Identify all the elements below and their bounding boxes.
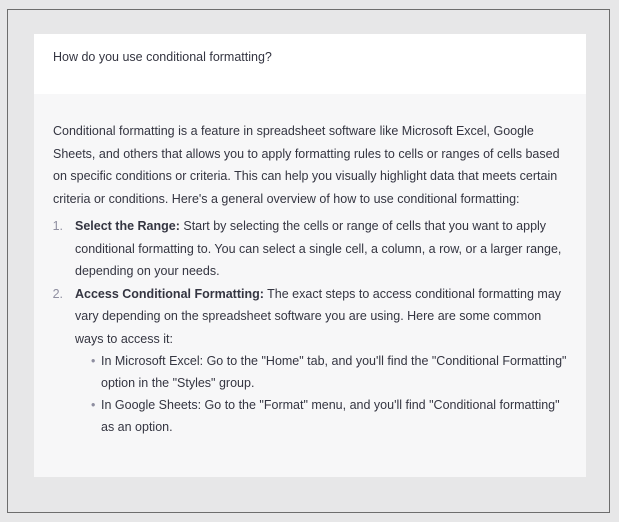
bullet-text: In Microsoft Excel: Go to the "Home" tab, and you'll find the "Conditional Formatting" option in the "Styles" group. bbox=[101, 354, 567, 390]
step-number: 1. bbox=[52, 219, 63, 233]
list-item bbox=[91, 350, 570, 394]
steps-list bbox=[53, 215, 570, 438]
bullet-text: In Google Sheets: Go to the "Format" menu, and you'll find "Conditional formatting" as an option. bbox=[101, 398, 560, 434]
step-text: The exact steps to access conditional formatting may vary depending on the spreadsheet software you are using. Here are some common ways to access it: bbox=[75, 286, 562, 346]
list-item bbox=[53, 283, 570, 439]
step-title: Select the Range: bbox=[75, 219, 180, 233]
assistant-message bbox=[34, 94, 586, 477]
list-item bbox=[91, 394, 570, 438]
step-text: Start by selecting the cells or range of cells that you want to apply conditional formatting to. You can select a single cell, a column, a row, or a larger range, depending on your needs. bbox=[75, 219, 562, 278]
user-message bbox=[34, 34, 586, 94]
assistant-intro-paragraph: Conditional formatting is a feature in spreadsheet software like Microsoft Excel, Google Sheets, and others that allows you to apply formatting rules to cells or ranges of cells based on specific conditions or criteria. This can help you visually highlight data that meets certain criteria or conditions. Here's a general overview of how to use conditional formatting: bbox=[53, 124, 560, 206]
step-title: Access Conditional Formatting: bbox=[75, 286, 264, 301]
bullet-icon: • bbox=[91, 398, 96, 412]
access-methods-list bbox=[75, 350, 570, 438]
chat-conversation bbox=[34, 34, 586, 477]
step-number: 2. bbox=[52, 286, 63, 301]
bullet-icon: • bbox=[91, 354, 96, 368]
screenshot-frame bbox=[7, 9, 610, 513]
list-item bbox=[53, 215, 570, 283]
user-message-text: How do you use conditional formatting? bbox=[53, 50, 272, 64]
